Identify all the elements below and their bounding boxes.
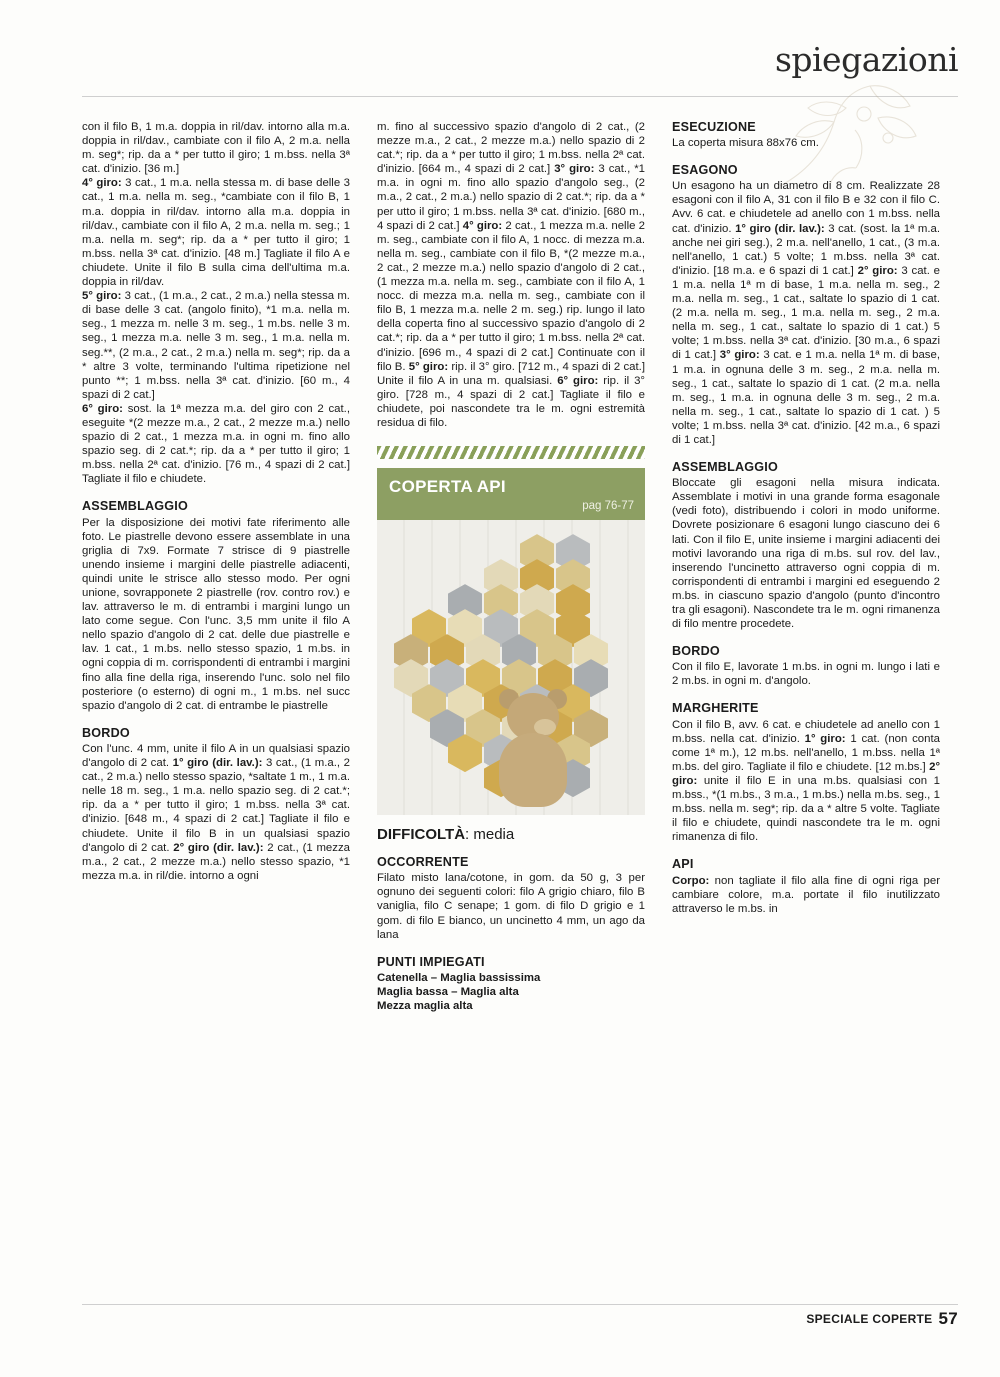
round-label: 6° giro: <box>557 374 599 387</box>
footer-label: SPECIALE COPERTE <box>806 1312 933 1326</box>
heading-bordo: BORDO <box>82 725 130 740</box>
paragraph-text: non tagliate il filo alla fine di ogni riga per cambiare colore, m.a. portate il filo inutilizzato attraverso le m.bs. in <box>672 874 940 915</box>
column-2 <box>377 120 645 1013</box>
paragraph: Bloccate gli esagoni nella misura indicata. Assemblate i motivi in una grande forma esagonale (vedi foto), distribuendo i colori in modo uniforme. Dovrete posizionare 6 esagoni lungo ciascuno dei 6 lati. Con il filo E, unite insieme i margini adiacenti dei motivi lavorando una riga di m.bs. sul rov. del lav., inserendo l'uncinetto attraverso ogni coppia di m. corrispondenti di entrambi i margini ed eseguendo 2 m.bs. in ciascuno spazio d'angolo (punto d'incontro tra gli esagoni). Nascondete tra le m. ogni rimanenza di filo mentre procedete. <box>672 477 940 631</box>
round-text: rip. il 3° giro. [712 m., 4 spazi di 2 cat.] Unite il filo A in una m. qualsiasi. <box>377 360 645 387</box>
heading-assemblaggio: ASSEMBLAGGIO <box>672 460 778 475</box>
round-text: 1 cat. (non conta come 1ª m.), 12 m.bs. nell'anello, 1 m.bss. nella 1ª m.bs. del giro. Tagliate il filo e chiudete. [12 m.bs.] <box>672 732 940 773</box>
round-label: 1° giro (dir. lav.): <box>172 757 263 770</box>
paragraph: Per la disposizione dei motivi fate riferimento alle foto. Le piastrelle devono essere assemblate in una griglia di 7x9. Formate 7 strisce di 9 piastrelle unendo insieme i margini delle piastrelle adiacenti, quindi unite le strisce allo stesso modo. Per ogni unione, sovrapponete 2 piastrelle (rov. contro rov.) e lav. attraverso le m. di entrambi i margini lungo un lato come segue. Con l'unc. 3,5 mm unite il filo A nello spazio d'angolo di 2 cat. delle due piastrelle e lav. 1 cat., 1 m.bs. nello stesso spazio, 1 m.bs. in ogni coppia di m. corrispondenti di entrambi i margini fino alla fine della riga, inserendo l'unc. solo nel filo posteriore (o esterno) di ogni m., 1 m.bs. nel succ spazio d'angolo di 2 cat. di entrambe le piastrelle <box>82 516 350 712</box>
paragraph: Filato misto lana/cotone, in gom. da 50 g, 3 per ognuno dei seguenti colori: filo A grigio chiaro, filo B vaniglia, filo C senape; 1 gom. di filo D grigio e 1 gom. di filo E bianco, un uncinetto 4 mm, un ago da lana <box>377 872 645 941</box>
paragraph: La coperta misura 88x76 cm. <box>672 137 819 150</box>
round-text: rip. il 3° giro. [728 m., 4 spazi di 2 cat.] Tagliate il filo e chiudete, poi nascondete tra le m. ogni estremità residua di filo. <box>377 374 645 429</box>
round-text: 2 cat., 1 mezza m.a. nelle 2 m. seg., cambiate con il filo A, 1 nocc. di mezza m.a. nella m. seg., cambiate con il filo B, *(2 mezze m.a., 2 cat., 2 mezze m.a.) nello spazio d'angolo di 2 cat., (1 mezza m.a. nella m. seg., cambiate con il filo A, 1 nocc. di mezza m.a. nella m. seg., cambiate con il filo B, 1 mezza m.a. nelle 2 m. seg.) rip. lungo il lato della coperta fino al successivo spazio d'angolo di 2 cat.*; rip. da a * per tutto il giro; 1 m.bss. nella 2ª cat. d'inizio. [696 m., 4 spazi di 2 cat.] Continuate con il filo B. <box>377 219 645 373</box>
footer-divider <box>82 1304 958 1305</box>
round-text: 3 cat., *1 m.a. in ogni m. fino allo spazio d'angolo seg., (2 m.a., 2 cat., 2 m.a.) nello spazio di 2 cat.*; rip. da a * per utto il giro; 1 m.bss. nella 3ª cat. d'inizio. [680 m., 4 spazi di 2 cat.] <box>377 163 645 232</box>
round-text: 3 cat., (1 m.a., 2 cat., 2 m.a.) nello stesso spazio, *saltate 1 m., 1 m.a. nelle 18 m. seg., 1 m.a. nello spazio seg. di 2 cat.*; rip. da a * per tutto il giro; 1 m.bss. nella 3ª cat. d'inizio. [648 m., 4 spazi di 2 cat.] Tagliate il filo e chiudete. Unite il filo B in un qualsiasi spazio d'angolo di 2 cat. <box>82 757 350 854</box>
teddy-bear-prop <box>495 689 573 809</box>
paragraph <box>82 742 350 883</box>
project-photo <box>377 520 645 815</box>
paragraph-text: m. fino al successivo spazio d'angolo di 2 cat., (2 mezze m.a., 2 cat., 2 mezze m.a.) nello spazio di 2 cat.*; rip. da a * per tutto il giro; 1 m.bss. nella 2ª cat. d'inizio. [664 m., 4 spazi di 2 cat.] <box>377 121 645 176</box>
bordo-text: Con l'unc. 4 mm, unite il filo A in un qualsiasi spazio d'angolo di 2 cat. <box>82 742 350 770</box>
round-text: 3 cat., 1 m.a. nella stessa m. di base delle 3 cat., 1 m.a. nella m. seg., *cambiate con il filo B, 1 m.a. doppia in ril/dav. intorno alla m.a. doppia in ril/dav., cambiate con il filo A, 2 m.a. nella m. seg.; 1 m.a. nella m. seg*; rip. da a * per tutto il giro; 1 m.bss. nella 3ª cat. d'inizio. [48 m.] Tagliate il filo A e chiudete. Unite il filo B sulla cima dell'ultima m.a. doppia in ril/dav. <box>82 177 350 289</box>
heading-occorrente: OCCORRENTE <box>377 855 469 870</box>
heading-margherite: MARGHERITE <box>672 701 759 716</box>
round-label: 4° giro: <box>462 219 503 232</box>
round-text: 3 cat. e 1 m.a. nella 1ª m. di base, 1 m.a. in ognuna delle 3 m. seg., 2 m.a. nella m. seg., 1 cat., saltate lo spazio di 1 cat. (2 m.a. nella m. seg., 1 m.a. in ognuna delle 3 m. seg., 2 m.a. nella m. seg., 1 cat., saltate lo spazio di 1 cat. ) 5 volte; 1 m.bss. nella 3ª cat. d'inizio. [42 m.a., 6 spazi di 1 cat.] <box>672 349 940 446</box>
heading-esecuzione: ESECUZIONE <box>672 120 756 134</box>
project-title: COPERTA API <box>389 477 506 497</box>
round-label: 4° giro: <box>82 177 122 190</box>
round-text: 3 cat. (sost. la 1ª m.a. anche nei giri seg.), 2 m.a. nell'anello, 1 cat., (3 m.a. nell'anello, 1 cat.) 5 volte; 1 m.bss. nella 3ª cat. d'inizio. [18 m.a. e 6 spazi di 1 cat.] <box>672 222 940 277</box>
column-3 <box>672 120 940 916</box>
header-divider <box>82 96 958 97</box>
paragraph-text: Con il filo B, avv. 6 cat. e chiudetele ad anello con 1 m.bss. nella cat. d'inizio. <box>672 718 940 745</box>
project-page-reference: pag 76-77 <box>582 499 634 512</box>
heading-punti-impiegati: PUNTI IMPIEGATI <box>377 954 485 969</box>
round-label: 2° giro: <box>672 760 940 787</box>
page-title: spiegazioni <box>774 40 958 79</box>
round-label: 1° giro (dir. lav.): <box>735 222 825 235</box>
round-text: 2 cat., (1 mezza m.a., 2 cat., 2 mezze m.a.) nello stesso spazio, *1 mezza m.a. in ril/die. intorno a ogni <box>82 841 350 882</box>
round-text: 3 cat., (1 m.a., 2 cat., 2 m.a.) nella stessa m. di base delle 3 cat. (angolo finito), *1 m.a. nella m. seg., 1 mezza m. nelle 3 m. seg., 1 m.bs. nelle 3 m. seg., 1 mezza m.a. nelle 3 m. seg., 1 m.a. nella m. seg.**, (2 m.a., 2 cat., 2 m.a.) nella m. seg*; rip. da a * altre 3 volte, terminando l'ultima ripetizione nel punto **; 1 m.bss. nella 3ª cat. d'inizio. [60 m., 4 spazi di 2 cat.] <box>82 290 350 401</box>
hatched-divider <box>377 446 645 459</box>
round-label: 3° giro: <box>719 349 760 362</box>
round-label: 2° giro (dir. lav.): <box>173 841 264 854</box>
paragraph-text: Un esagono ha un diametro di 8 cm. Realizzate 28 esagoni con il filo A, 31 con il filo B e 32 con il filo C. Avv. 6 cat. e chiudetele ad anello con 1 m.bss. nella cat. d'inizio. <box>672 180 940 235</box>
heading-bordo: BORDO <box>672 644 720 659</box>
stitch-item: Maglia bassa – Maglia alta <box>377 985 519 998</box>
difficulty <box>377 828 645 842</box>
footer <box>806 1309 958 1329</box>
page-number: 57 <box>938 1309 958 1328</box>
paragraph <box>82 176 350 289</box>
paragraph: Con il filo E, lavorate 1 m.bs. in ogni m. lungo i lati e 2 m.bs. in ogni m. d'angolo. <box>672 661 940 688</box>
round-label: 3° giro: <box>554 163 595 176</box>
column-1 <box>82 120 350 883</box>
round-text: sost. la 1ª mezza m.a. del giro con 2 cat., eseguite *(2 mezze m.a., 2 cat., 2 mezze m.a.) nello spazio di 2 cat., 1 mezza m.a. in ogni m. fino allo spazio seg. di 2 cat.*; rip. da a * per tutto il giro; 1 m.bss. nella 2ª cat. d'inizio. [76 m., 4 spazi di 2 cat.] Tagliate il filo e chiudete. <box>82 402 350 486</box>
subsection-label: Corpo: <box>672 874 710 887</box>
round-label: 1° giro: <box>804 732 846 745</box>
round-label: 2° giro: <box>857 264 898 277</box>
round-label: 5° giro: <box>82 290 122 303</box>
paragraph <box>672 874 940 916</box>
project-title-bar <box>377 468 645 520</box>
paragraph <box>672 179 940 447</box>
difficulty-value: : media <box>465 826 515 844</box>
paragraph <box>672 718 940 845</box>
heading-api: API <box>672 857 694 872</box>
heading-esagono: ESAGONO <box>672 163 738 178</box>
difficulty-label: DIFFICOLTÀ <box>377 826 466 844</box>
heading-assemblaggio: ASSEMBLAGGIO <box>82 499 188 514</box>
round-text: unite il filo E in una m.bs. qualsiasi con 1 m.bss., *(1 m.bs., 3 m.a., 1 m.bs.) nella m.bs. seg., 1 m.bss. nella m. seg*; rip. da a * altre 5 volte. Tagliate il filo e chiudete, quindi nascondete tra le m. ogni rimanenza di filo. <box>672 774 940 844</box>
paragraph <box>377 120 645 430</box>
paragraph: con il filo B, 1 m.a. doppia in ril/dav. intorno alla m.a. doppia in ril/dav., cambiate con il filo A, 2 m.a. nella m. seg*; rip. da a * per tutto il giro; 1 m.bss. nella 3ª cat. d'inizio. [36 m.] <box>82 121 350 176</box>
stitch-item: Catenella – Maglia bassissima <box>377 971 541 984</box>
round-label: 5° giro: <box>408 360 449 373</box>
round-text: 3 cat. e 1 m.a. nella 1ª m di base, 1 m.a. nella m. seg., 2 m.a. nella m. seg., 1 cat., saltate lo spazio di 1 cat. (2 m.a. nella m. seg., 1 m.a. nella m. seg., 2 m.a. nella m. seg., 1 cat., saltate lo spazio di 1 cat.) 5 volte; 1 m.bss. nella 3ª cat. d'inizio. [30 m.a., 6 spazi di 1 cat.] <box>672 264 940 362</box>
round-label: 6° giro: <box>82 402 123 415</box>
paragraph <box>82 289 350 402</box>
paragraph <box>82 402 350 487</box>
stitch-item: Mezza maglia alta <box>377 1000 473 1012</box>
